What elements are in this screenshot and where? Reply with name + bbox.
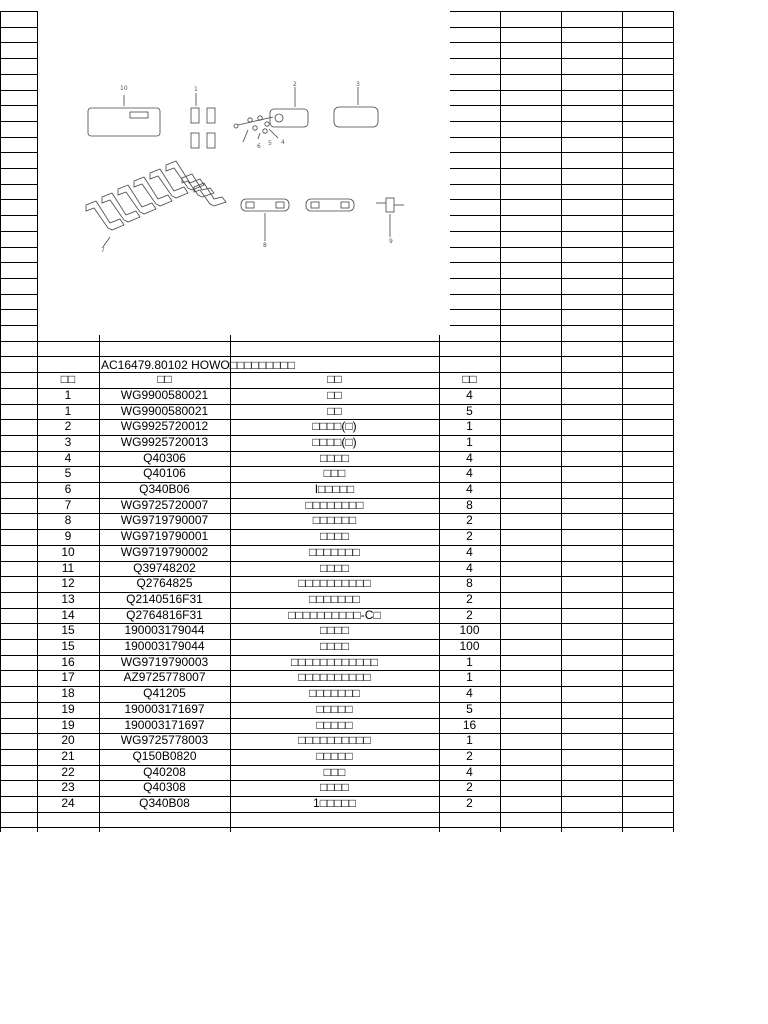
parts-diagram [38,11,439,333]
cell-part-number: Q39748202 [133,560,196,575]
cell-no: 19 [61,717,75,732]
cell-quantity: 1 [466,419,473,434]
cell-part-number: Q40306 [143,450,186,465]
cell-no: 16 [61,654,75,669]
grid-hline [450,278,674,279]
cell-no: 5 [64,466,72,481]
cell-part-number: Q340B08 [139,796,190,810]
header-part-number: □□ [157,372,172,387]
cell-quantity: 8 [466,576,473,591]
callout-5: 5 [268,140,272,147]
grid-hline [450,168,674,169]
header-no: □□ [60,372,76,387]
cell-name: □□□□ [320,560,349,575]
grid-hline [450,137,674,138]
grid-hline [0,42,38,43]
grid-vline [622,11,623,832]
cell-name: □□□□ [320,780,349,795]
part-3-drawing [334,87,378,127]
callout-2: 2 [293,81,297,88]
cell-name: □□□□ [320,639,349,653]
cell-no: 8 [64,513,72,528]
cell-part-number: WG9900580021 [120,403,209,418]
cell-name: □□□□ [320,450,349,465]
cell-part-number: WG9725720007 [120,497,209,512]
cell-name: □□□□ [320,529,349,544]
part-1-drawing [191,93,215,148]
grid-hline [0,199,38,200]
grid-hline [0,105,38,106]
grid-hline [450,121,674,122]
grid-hline [0,231,38,232]
grid-hline [0,294,38,295]
cell-part-number: WG9925720012 [120,419,209,434]
cell-name: □□□ [323,466,346,481]
cell-name: □□□□□□□ [309,686,360,701]
grid-hline [450,262,674,263]
cell-quantity: 1 [466,654,473,669]
sheet-title: AC16479.80102 HOWO□□□□□□□□□ [101,358,295,372]
cell-part-number: Q40106 [143,466,186,481]
grid-vline [561,11,562,832]
callout-9: 9 [389,238,393,245]
cell-no: 1 [64,387,72,402]
grid-hline [0,827,674,828]
grid-hline [0,58,38,59]
cell-part-number: WG9719790001 [120,529,209,544]
cell-name: □□□□□□□□□□□□ [291,654,378,669]
header-quantity: □□ [462,372,477,387]
callout-7: 7 [101,247,105,254]
grid-hline [450,184,674,185]
cell-no: 6 [64,482,72,496]
cell-no: 17 [61,670,75,685]
grid-hline [450,27,674,28]
grid-hline [0,137,38,138]
parts-exploded-view [38,11,439,333]
cell-no: 11 [61,560,75,575]
part-9-drawing [376,198,404,237]
cell-part-number: WG9925720013 [120,434,209,449]
cell-quantity: 2 [466,513,473,528]
cell-quantity: 2 [466,607,473,622]
cell-quantity: 16 [462,717,477,732]
cell-no: 14 [61,607,75,622]
grid-hline [0,27,38,28]
cell-quantity: 5 [466,701,473,716]
cell-name: □□□□□□□□□□ [298,733,371,748]
cell-quantity: 100 [459,639,480,653]
cell-name: □□□□□□ [312,513,357,528]
cell-name: □□□□□□□□□□-C□ [288,607,381,622]
cell-name: □□□□□□□ [309,591,360,606]
cell-name: □□□□□□□□□□ [298,670,371,685]
grid-hline [450,199,674,200]
cell-no: 24 [61,796,75,810]
callout-1: 1 [194,86,198,93]
cell-quantity: 4 [466,560,473,575]
cell-name: □□□□□ [316,701,353,716]
cell-quantity: 4 [466,544,473,559]
cell-part-number: Q40308 [143,780,186,795]
cell-part-number: 190003171697 [124,717,205,732]
grid-hline [0,812,674,813]
cell-no: 3 [64,434,72,449]
grid-hline [0,90,38,91]
grid-hline [450,11,674,12]
grid-vline [0,11,1,832]
cell-part-number: Q40208 [143,764,186,779]
grid-hline [0,184,38,185]
cell-no: 22 [61,764,75,779]
cell-part-number: WG9719790007 [120,513,209,528]
grid-hline [450,42,674,43]
part-10-drawing [88,95,160,136]
grid-hline [0,74,38,75]
grid-hline [450,231,674,232]
cell-part-number: 190003171697 [124,701,205,716]
grid-hline [0,309,38,310]
cell-no: 10 [61,544,75,559]
grid-hline [450,58,674,59]
cell-part-number: Q340B06 [139,482,190,496]
cell-quantity: 4 [466,466,473,481]
cell-part-number: WG9719790002 [120,544,209,559]
part-8-drawing [241,199,354,241]
cell-quantity: 1 [466,670,473,685]
callout-6: 6 [257,143,261,150]
cell-quantity: 4 [466,764,473,779]
cell-part-number: WG9719790003 [120,654,209,669]
cell-no: 21 [61,748,75,763]
cell-name: □□□□□□□□ [305,497,364,512]
part-7-drawing [86,161,226,247]
grid-hline [450,325,674,326]
callout-10: 10 [120,85,128,92]
cell-part-number: Q150B0820 [132,748,197,763]
cell-name: □□ [327,403,342,418]
cell-part-number: Q2140516F31 [126,591,203,606]
grid-hline [450,309,674,310]
cell-quantity: 8 [466,497,473,512]
cell-part-number: Q2764816F31 [126,607,203,622]
cell-name: I□□□□□ [314,482,355,496]
cell-name: □□□ [323,764,346,779]
grid-hline [0,278,38,279]
cell-no: 15 [61,639,75,653]
cell-no: 19 [61,701,75,716]
callout-3: 3 [356,81,360,88]
cell-quantity: 1 [466,733,473,748]
grid-hline [450,247,674,248]
grid-vline [500,11,501,832]
cell-part-number: 190003179044 [124,623,205,638]
cell-no: 20 [61,733,75,748]
callout-8: 8 [263,242,267,249]
cell-name: 1□□□□□ [313,796,356,810]
cell-quantity: 2 [466,796,473,810]
cell-quantity: 2 [466,780,473,795]
cell-no: 18 [61,686,75,701]
cell-part-number: Q41205 [143,686,186,701]
grid-hline [0,152,38,153]
grid-hline [0,262,38,263]
grid-hline [0,325,38,326]
cell-quantity: 1 [466,434,473,449]
cell-part-number: AZ9725778007 [123,670,206,685]
cell-part-number: Q2764825 [136,576,193,591]
cell-name: □□□□□ [316,748,353,763]
cell-quantity: 2 [466,591,473,606]
cell-part-number: WG9900580021 [120,387,209,402]
grid-hline [450,152,674,153]
cell-name: □□ [327,387,342,402]
cell-quantity: 4 [466,387,473,402]
grid-hline [0,11,38,12]
grid-hline [450,90,674,91]
cell-no: 7 [64,497,72,512]
cell-quantity: 4 [466,482,473,496]
callout-4: 4 [281,139,285,146]
grid-hline [0,341,674,342]
cell-quantity: 100 [459,623,480,638]
cell-name: □□□□□□□□□□ [298,576,371,591]
cell-part-number: 190003179044 [124,639,205,653]
part-2-drawing [234,87,308,142]
cell-name: □□□□(□) [312,434,357,449]
cell-no: 9 [64,529,72,544]
grid-hline [450,215,674,216]
cell-name: □□□□(□) [312,419,357,434]
cell-no: 12 [61,576,75,591]
grid-hline [0,168,38,169]
cell-quantity: 4 [466,450,473,465]
cell-quantity: 2 [466,529,473,544]
cell-quantity: 2 [466,748,473,763]
grid-hline [450,105,674,106]
grid-hline [0,215,38,216]
cell-part-number: WG9725778003 [120,733,209,748]
grid-hline [450,74,674,75]
grid-vline [673,11,674,832]
cell-quantity: 5 [466,403,473,418]
cell-quantity: 4 [466,686,473,701]
cell-no: 13 [61,591,75,606]
cell-no: 15 [61,623,75,638]
grid-hline [0,247,38,248]
cell-no: 4 [64,450,72,465]
cell-no: 2 [64,419,72,434]
grid-hline [0,121,38,122]
header-name: □□ [327,372,342,387]
grid-hline [450,294,674,295]
cell-name: □□□□ [320,623,349,638]
cell-no: 1 [64,403,72,418]
cell-no: 23 [61,780,75,795]
cell-name: □□□□□□□ [309,544,360,559]
cell-name: □□□□□ [316,717,353,732]
